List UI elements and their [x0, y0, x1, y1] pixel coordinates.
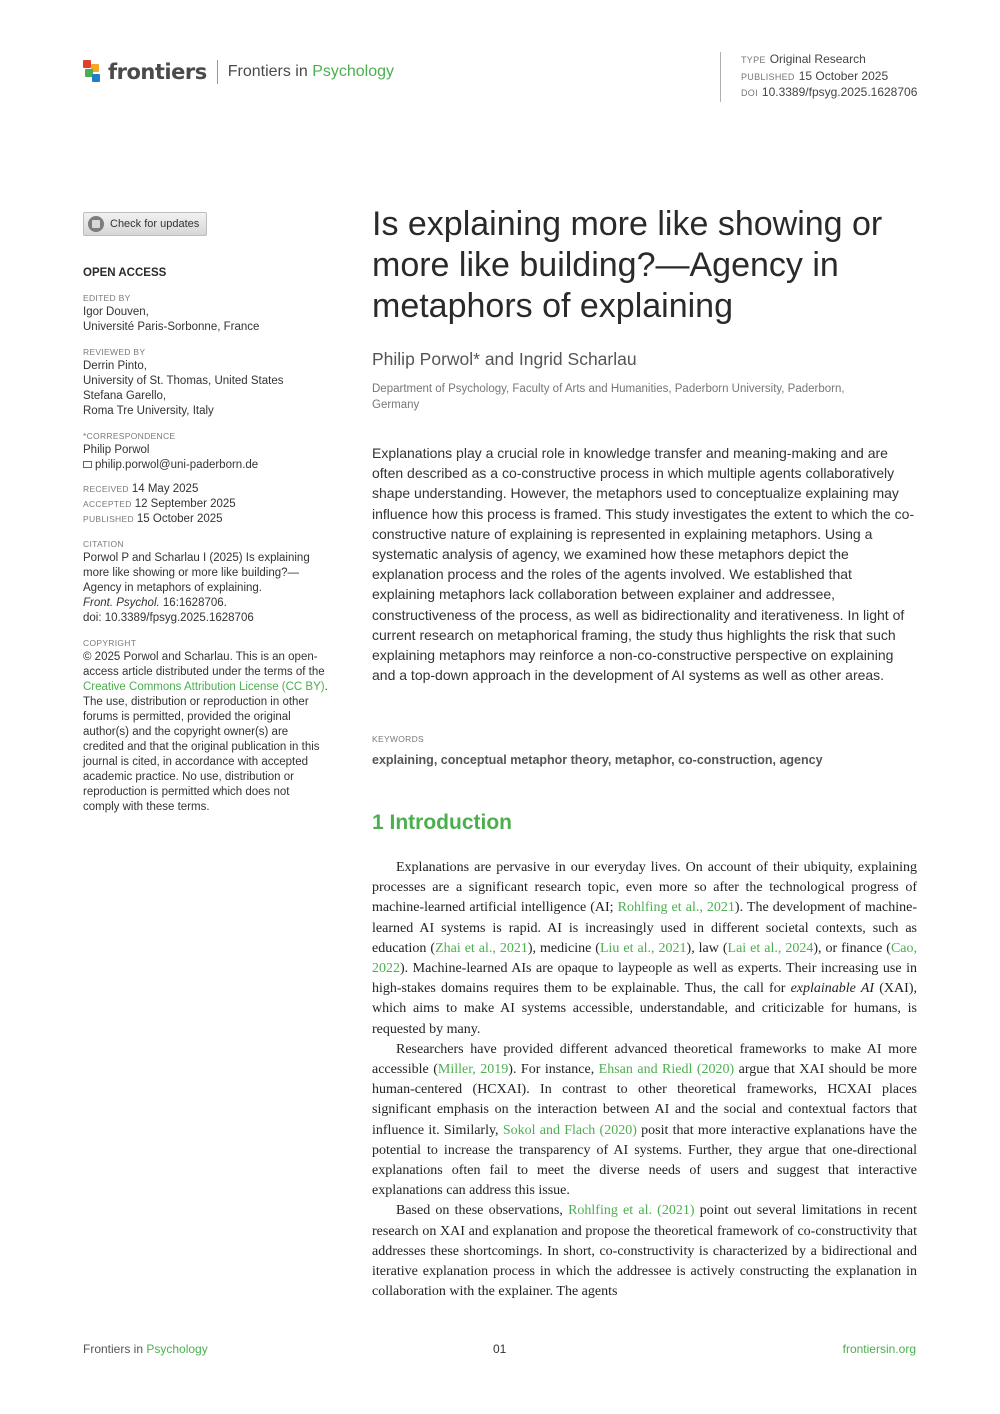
citation-text: Porwol P and Scharlau I (2025) Is explaining more like showing or more like building?—Agency in metaphors of explaining. Front. Psychol. 16:1628706. — [83, 552, 310, 609]
article-title: Is explaining more like showing or more like building?—Agency in metaphors of explaining — [372, 205, 883, 325]
copyright-label: COPYRIGHT — [83, 638, 137, 648]
reviewer-affiliation: Roma Tre University, Italy — [83, 405, 214, 417]
body-text — [372, 858, 917, 1302]
keywords: explaining, conceptual metaphor theory, metaphor, co-construction, agency — [372, 753, 823, 767]
correspondence-name: Philip Porwol — [83, 444, 150, 456]
check-updates-label: Check for updates — [110, 218, 200, 230]
citation-link[interactable]: Cao, 2022 — [372, 940, 917, 977]
license-link[interactable]: Creative Commons Attribution License (CC BY) — [83, 681, 325, 693]
frontiers-logo[interactable] — [83, 58, 394, 86]
editor-name: Igor Douven, — [83, 306, 149, 318]
edited-by-label: EDITED BY — [83, 293, 131, 303]
citation-link[interactable]: Ehsan and Riedl (2020) — [598, 1062, 735, 1078]
section-heading: 1 Introduction — [372, 811, 512, 834]
editor-affiliation: Université Paris-Sorbonne, France — [83, 321, 260, 333]
author-affiliation: Department of Psychology, Faculty of Arts and Humanities, Paderborn University, Paderborn, Germany — [372, 383, 845, 411]
footer-journal[interactable]: Frontiers in Psychology — [83, 1342, 208, 1356]
crossmark-icon — [88, 216, 104, 232]
keywords-label: KEYWORDS — [372, 734, 424, 744]
reviewer-name: Derrin Pinto, — [83, 360, 147, 372]
body-paragraph: Explanations are pervasive in our everyday lives. On account of their ubiquity, explaining processes are a significant research topic, even more so after the technological progress of machine-learned artificial intelligence (AI; Rohlfing et al., 2021). The development of machine-learned AI systems is rapid. AI is increasingly used in different societal contexts, such as education (Zhai et al., 2021), medicine (Liu et al., 2021), law (Lai et al., 2024), or finance (Cao, 2022). Machine-learned AIs are opaque to laypeople as well as experts. Their increasing use in high-stakes domains requires them to be explainable. Thus, the call for explainable AI (XAI), which aims to make AI systems accessible, understandable, and criticizable for humans, is requested by many. — [372, 860, 917, 1037]
article-authors: Philip Porwol* and Ingrid Scharlau — [372, 349, 637, 369]
article-type: Original Research — [769, 52, 866, 66]
published-date-side: PUBLISHED 15 October 2025 — [83, 513, 223, 525]
type-label: TYPE — [741, 55, 766, 65]
correspondence-block — [83, 430, 333, 473]
body-paragraph: Researchers have provided different advanced theoretical frameworks to make AI more accessible (Miller, 2019). For instance, Ehsan and Riedl (2020) argue that XAI should be more human-centered (HCXAI). In contrast to other theoretical frameworks, HCXAI places significant emphasis on the interaction between AI and the social and contextual factors that influence it. Similarly, Sokol and Flach (2020) posit that more interactive explanations have the potential to increase the transparency of AI systems. Further, they argue that one-directional explanations often fail to meet the diverse needs of users and suggest that interactive explanations can address this issue. — [372, 1041, 917, 1199]
copyright-block — [83, 637, 328, 815]
citation-link[interactable]: Sokol and Flach (2020) — [502, 1122, 637, 1138]
reviewer-affiliation: University of St. Thomas, United States — [83, 375, 284, 387]
correspondence-email[interactable]: philip.porwol@uni-paderborn.de — [83, 458, 333, 473]
reviewed-by-label: REVIEWED BY — [83, 347, 146, 357]
envelope-icon — [83, 461, 92, 468]
open-access — [83, 266, 333, 281]
brand-name: frontiers — [108, 60, 207, 84]
accepted-date: ACCEPTED 12 September 2025 — [83, 498, 236, 510]
doi-value[interactable]: 10.3389/fpsyg.2025.1628706 — [761, 85, 918, 99]
logo-divider — [217, 60, 218, 84]
citation-link[interactable]: Miller, 2019 — [437, 1062, 509, 1078]
journal-name[interactable]: Frontiers in Psychology — [227, 63, 395, 80]
reviewer-name: Stefana Garello, — [83, 390, 167, 402]
dates-block — [83, 482, 333, 527]
edited-by-block — [83, 292, 333, 335]
reviewed-by-block — [83, 346, 333, 419]
citation-link[interactable]: Rohlfing et al. (2021) — [568, 1203, 695, 1219]
check-for-updates-button[interactable] — [83, 212, 207, 236]
doi-label: DOI — [741, 88, 758, 98]
citation-link[interactable]: Rohlfing et al., 2021 — [617, 900, 735, 916]
frontiers-logo-icon — [83, 60, 103, 84]
article-meta — [720, 52, 917, 102]
citation-link[interactable]: Zhai et al., 2021 — [435, 940, 528, 956]
citation-link[interactable]: Lai et al., 2024 — [727, 940, 814, 956]
citation-link[interactable]: Liu et al., 2021 — [599, 940, 687, 956]
page-number: 01 — [493, 1342, 507, 1356]
footer-site-link[interactable]: frontiersin.org — [842, 1342, 916, 1356]
citation-label: CITATION — [83, 539, 124, 549]
correspondence-label: *CORRESPONDENCE — [83, 431, 176, 441]
citation-doi[interactable]: doi: 10.3389/fpsyg.2025.1628706 — [83, 612, 254, 624]
received-date: RECEIVED 14 May 2025 — [83, 483, 199, 495]
published-label: PUBLISHED — [741, 71, 795, 82]
copyright-text: © 2025 Porwol and Scharlau. This is an open-access article distributed under the terms of the Creative Commons Attribution License (CC BY). The use, distribution or reproduction in other forums is permitted, provided the original author(s) and the copyright owner(s) are credited and that the original publication in this journal is cited, in accordance with accepted academic practice. No use, distribution or reproduction is permitted which does not comply with these terms. — [83, 651, 328, 813]
abstract: Explanations play a crucial role in knowledge transfer and meaning-making and are often described as a co-constructive process in which multiple agents collaboratively shape understanding. However, the metaphors used to conceptualize explaining may influence how this process is framed. This study investigates the extent to which the co-constructive nature of explaining is represented in explaining metaphors. Using a systematic analysis of agency, we examined how these metaphors depict the explanation process and the roles of the agents involved. We established that explaining metaphors lack collaboration between explainer and addressee, constructiveness of the process, as well as bidirectionality and iterativeness. In light of current research on metaphorical framing, the study thus highlights the risk that such explaining metaphors may reinforce a non-co-constructive perspective on explaining and a top-down approach in the development of AI systems as well as other areas. — [372, 445, 915, 684]
body-paragraph: Based on these observations, Rohlfing et al. (2021) point out several limitations in recent research on XAI and explanation and propose the theoretical framework of co-constructivity that addresses these shortcomings. In short, co-constructivity is characterized by a bidirectional and iterative explanation process in which the addressee is actively constructing the explanation in collaboration with the explainer. The agents — [372, 1203, 917, 1300]
open-access-label: OPEN ACCESS — [83, 267, 167, 279]
published-date: 15 October 2025 — [798, 68, 889, 83]
citation-block — [83, 538, 328, 626]
